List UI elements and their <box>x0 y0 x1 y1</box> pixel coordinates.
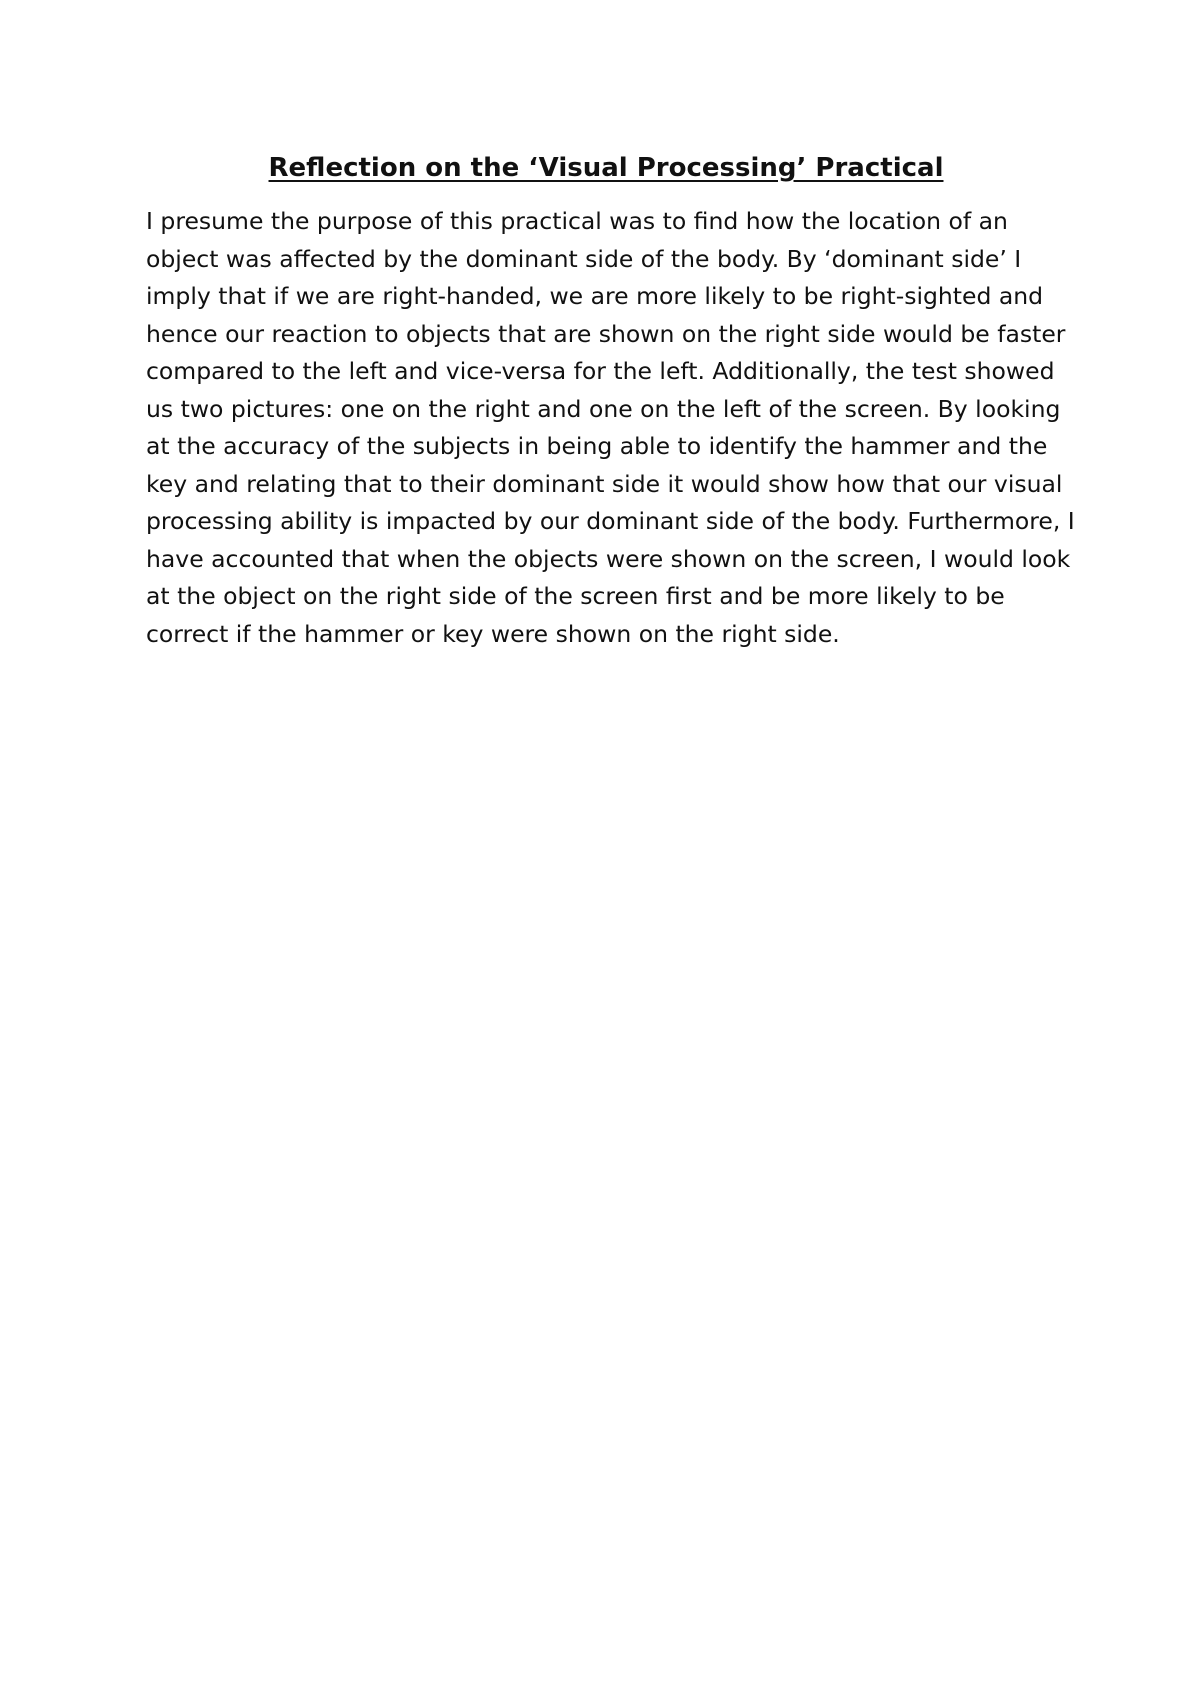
paragraph-line: processing ability is impacted by our dominant side of the body. Furthermore, I <box>146 507 1075 535</box>
paragraph-line: us two pictures: one on the right and one on the left of the screen. By looking <box>146 394 1061 423</box>
paragraph-line: correct if the hammer or key were shown on the right side. <box>146 619 840 648</box>
paragraph-line: compared to the left and vice-versa for the left. Additionally, the test showed <box>146 357 1055 385</box>
paragraph-line: I presume the purpose of this practical was to find how the location of an <box>146 207 1008 235</box>
document-title: Reflection on the ‘Visual Processing’ Practical <box>268 153 944 183</box>
paragraph-line: object was affected by the dominant side of the body. By ‘dominant side’ I <box>146 244 1022 273</box>
paragraph-line: hence our reaction to objects that are shown on the right side would be faster <box>146 319 1066 348</box>
paragraph-line: imply that if we are right-handed, we are more likely to be right-sighted and <box>146 282 1044 310</box>
paragraph-line: have accounted that when the objects were shown on the screen, I would look <box>146 544 1071 573</box>
paragraph-line: at the object on the right side of the screen first and be more likely to be <box>146 582 1005 610</box>
paragraph-line: key and relating that to their dominant side it would show how that our visual <box>146 469 1063 498</box>
paragraph-line: at the accuracy of the subjects in being able to identify the hammer and the <box>146 432 1048 460</box>
document-content <box>146 148 1075 653</box>
body-paragraph <box>146 203 1075 653</box>
